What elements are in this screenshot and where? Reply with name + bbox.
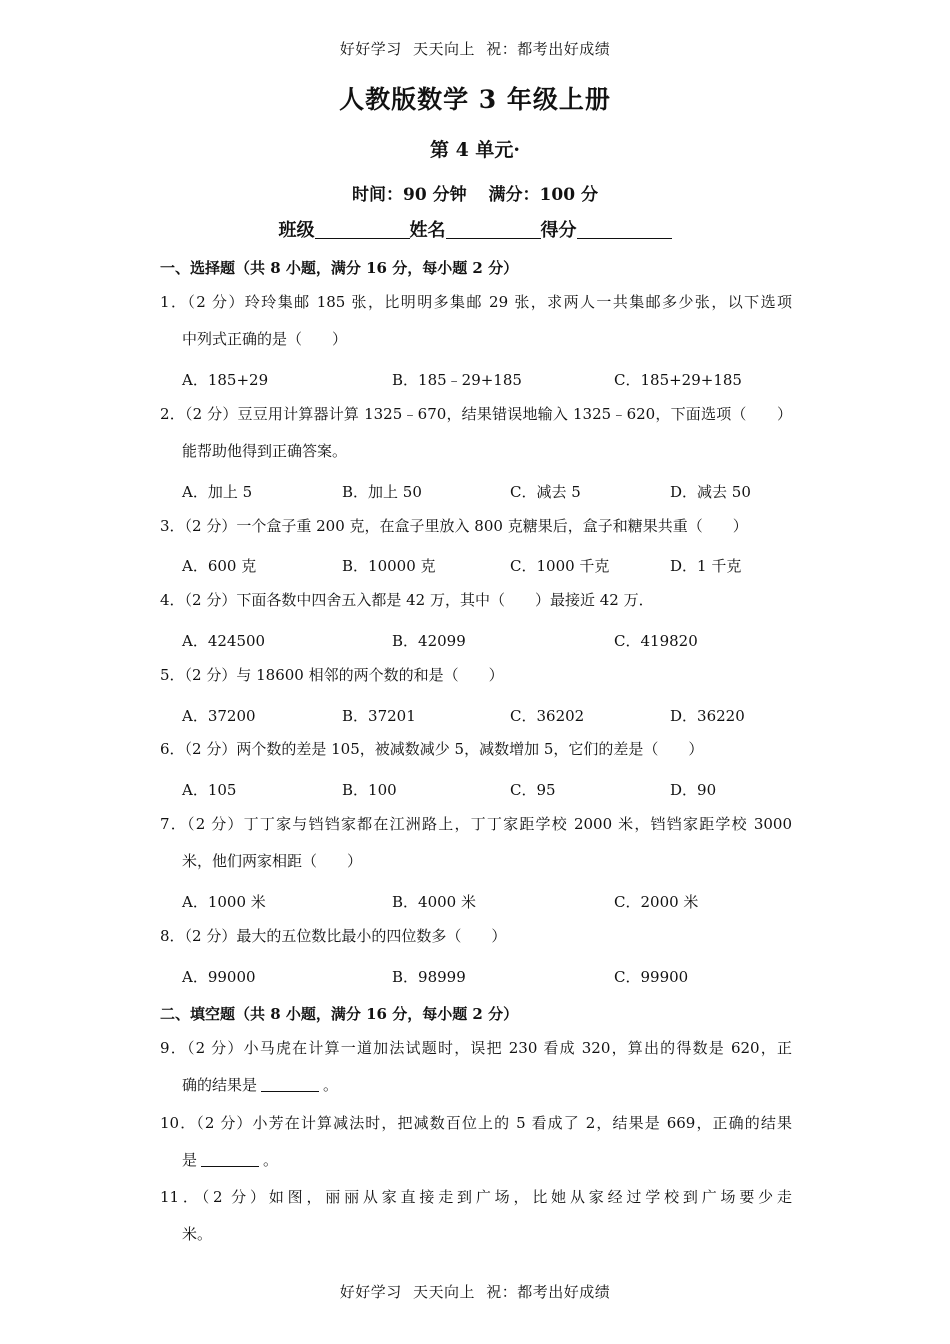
question-2-line2: 能帮助他得到正确答案。 — [182, 442, 348, 460]
option-a: A．185+29 — [182, 371, 269, 389]
option-a: A．加上 5 — [182, 483, 253, 501]
score-label: 得分 — [540, 220, 577, 241]
option-c: C．185+29+185 — [614, 371, 742, 389]
question-2-line1: 2．（2 分）豆豆用计算器计算 1325﹣670，结果错误地输入 1325﹣620，下面选项（ ） — [160, 405, 792, 423]
question-3 — [160, 508, 792, 545]
option-a: A．600 克 — [182, 557, 257, 575]
name-blank — [446, 220, 541, 239]
question-9-line2-end: 。 — [323, 1076, 339, 1094]
class-blank — [315, 220, 410, 239]
question-7-line1: 7．（2 分）丁丁家与铛铛家都在江洲路上，丁丁家距学校 2000 米，铛铛家距学校 3000 — [160, 815, 792, 833]
option-d: D．90 — [670, 781, 717, 799]
question-11 — [160, 1179, 792, 1253]
page-header: 好好学习 天天向上 祝：都考出好成绩 — [339, 40, 611, 58]
option-b: B．100 — [342, 781, 397, 799]
question-7 — [160, 806, 792, 880]
question-3-line1: 3．（2 分）一个盒子重 200 克，在盒子里放入 800 克糖果后，盒子和糖果共重（ ） — [160, 517, 748, 535]
exam-time-info — [0, 180, 950, 205]
question-4-line1: 4．（2 分）下面各数中四舍五入都是 42 万，其中（ ）最接近 42 万． — [160, 591, 654, 609]
unit-subtitle: 第 4 单元· — [429, 139, 521, 161]
question-10 — [160, 1105, 792, 1179]
option-b: B．185﹣29+185 — [392, 371, 522, 389]
page-title: 人教版数学 3 年级上册 — [339, 85, 611, 114]
answer-blank — [201, 1152, 259, 1167]
question-9-line1: 9．（2 分）小马虎在计算一道加法试题时，误把 230 看成 320，算出的得数是 620，正 — [160, 1039, 792, 1057]
student-info-row — [0, 216, 950, 242]
question-7-line2: 米，他们两家相距（ ） — [182, 852, 363, 870]
section-heading-choice: 一、选择题（共 8 小题，满分 16 分，每小题 2 分） — [160, 259, 519, 277]
question-8 — [160, 918, 792, 955]
question-10-line2-text: 是 — [182, 1151, 198, 1169]
section-heading-fill: 二、填空题（共 8 小题，满分 16 分，每小题 2 分） — [160, 1005, 519, 1023]
option-b: B．加上 50 — [342, 483, 422, 501]
option-d: D．36220 — [670, 707, 745, 725]
score-blank — [577, 220, 672, 239]
question-5-line1: 5．（2 分）与 18600 相邻的两个数的和是（ ） — [160, 666, 504, 684]
question-9-line2 — [160, 1067, 792, 1104]
option-a: A．424500 — [182, 632, 266, 650]
option-a: A．37200 — [182, 707, 256, 725]
option-a: A．1000 米 — [182, 893, 266, 911]
question-1-line2: 中列式正确的是（ ） — [182, 330, 348, 348]
question-6 — [160, 731, 792, 768]
question-10-line2 — [160, 1142, 792, 1179]
option-d: D．减去 50 — [670, 483, 751, 501]
option-c: C．1000 千克 — [510, 557, 610, 575]
question-1-line1: 1．（2 分）玲玲集邮 185 张，比明明多集邮 29 张，求两人一共集邮多少张，以下选项 — [160, 293, 792, 311]
option-c: C．95 — [510, 781, 556, 799]
answer-blank — [261, 1077, 319, 1092]
question-10-line1: 10．（2 分）小芳在计算减法时，把减数百位上的 5 看成了 2，结果是 669，正确的结果 — [160, 1114, 792, 1132]
question-2 — [160, 396, 792, 470]
option-b: B．10000 克 — [342, 557, 436, 575]
page-footer: 好好学习 天天向上 祝：都考出好成绩 — [339, 1283, 611, 1301]
option-b: B．42099 — [392, 632, 466, 650]
question-11-line2: 米。 — [182, 1225, 213, 1243]
question-9-line2-text: 确的结果是 — [182, 1076, 258, 1094]
class-label: 班级 — [278, 220, 315, 241]
full-score-text: 满分：100 分 — [488, 185, 598, 205]
question-10-line2-end: 。 — [263, 1151, 279, 1169]
question-11-line1: 11．（2 分）如图，丽丽从家直接走到广场，比她从家经过学校到广场要少走 — [160, 1188, 792, 1206]
option-d: D．1 千克 — [670, 557, 742, 575]
option-c: C．419820 — [614, 632, 698, 650]
question-5 — [160, 657, 792, 694]
option-c: C．2000 米 — [614, 893, 699, 911]
question-4 — [160, 582, 792, 619]
question-1 — [160, 284, 792, 358]
option-c: C．99900 — [614, 968, 689, 986]
option-c: C．减去 5 — [510, 483, 581, 501]
option-c: C．36202 — [510, 707, 585, 725]
question-8-line1: 8．（2 分）最大的五位数比最小的四位数多（ ） — [160, 927, 507, 945]
option-b: B．37201 — [342, 707, 416, 725]
option-b: B．98999 — [392, 968, 466, 986]
question-6-line1: 6．（2 分）两个数的差是 105，被减数减少 5，减数增加 5，它们的差是（ ） — [160, 740, 704, 758]
question-9 — [160, 1030, 792, 1104]
option-b: B．4000 米 — [392, 893, 476, 911]
name-label: 姓名 — [409, 220, 446, 241]
duration-text: 时间：90 分钟 — [352, 185, 467, 205]
option-a: A．105 — [182, 781, 237, 799]
option-a: A．99000 — [182, 968, 256, 986]
